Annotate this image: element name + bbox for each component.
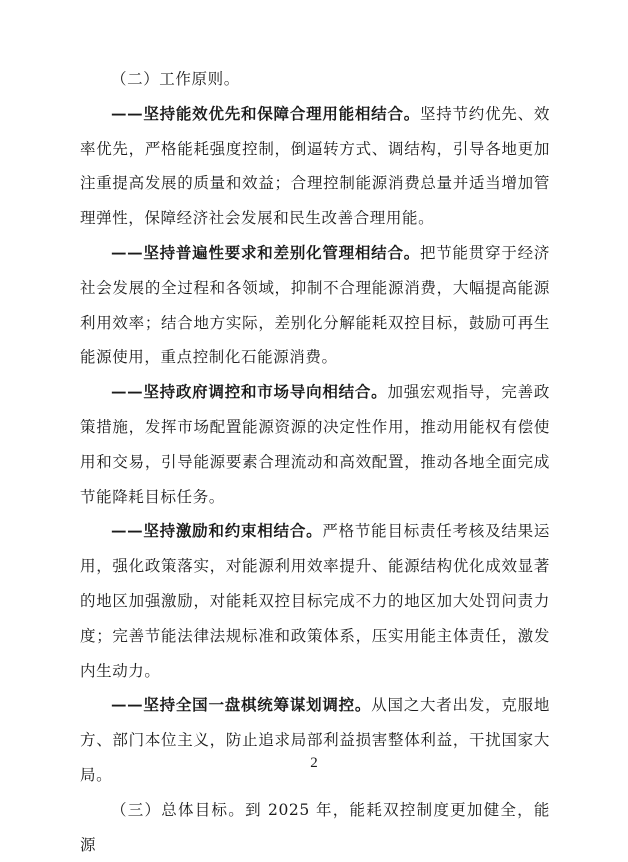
page-number: 2 <box>310 755 318 771</box>
next-section-line: （三）总体目标。到 2025 年，能耗双控制度更加健全，能源 <box>80 800 550 854</box>
principle-5-lead: ——坚持全国一盘棋统筹谋划调控。 <box>111 695 372 715</box>
principle-4 <box>80 514 550 688</box>
principle-1 <box>80 97 550 236</box>
principle-4-lead: ——坚持激励和约束相结合。 <box>111 521 323 541</box>
principle-5 <box>80 688 550 792</box>
principle-2-body: 把节能贯穿于经济社会发展的全过程和各领域，抑制不合理能源消费，大幅提高能源利用效率；结合地方实际，差别化分解能耗双控目标，鼓励可再生能源使用，重点控制化石能源消费。 <box>80 243 550 367</box>
principle-1-body: 坚持节约优先、效率优先，严格能耗强度控制，倒逼转方式、调结构，引导各地更加注重提高发展的质量和效益；合理控制能源消费总量并适当增加管理弹性，保障经济社会发展和民生改善合理用能。 <box>80 104 550 228</box>
principle-3 <box>80 375 550 514</box>
principle-2 <box>80 236 550 375</box>
principle-1-lead: ——坚持能效优先和保障合理用能相结合。 <box>111 103 420 123</box>
principle-3-lead: ——坚持政府调控和市场导向相结合。 <box>111 382 388 402</box>
body-text <box>80 62 550 862</box>
principle-3-body: 加强宏观指导，完善政策措施，发挥市场配置能源资源的决定性作用，推动用能权有偿使用和交易，引导能源要素合理流动和高效配置，推动各地全面完成节能降耗目标任务。 <box>80 383 550 506</box>
principle-5-body: 从国之大者出发，克服地方、部门本位主义，防止追求局部利益损害整体利益，干扰国家大局。 <box>80 696 550 784</box>
section-heading: （二）工作原则。 <box>111 70 240 88</box>
principle-4-body: 严格节能目标责任考核及结果运用，强化政策落实，对能源利用效率提升、能源结构优化成效显著的地区加强激励，对能耗双控目标完成不力的地区加大处罚问责力度；完善节能法律法规标准和政策体系，压实用能主体责任，激发内生动力。 <box>80 522 550 680</box>
principle-2-lead: ——坚持普遍性要求和差别化管理相结合。 <box>111 242 420 262</box>
